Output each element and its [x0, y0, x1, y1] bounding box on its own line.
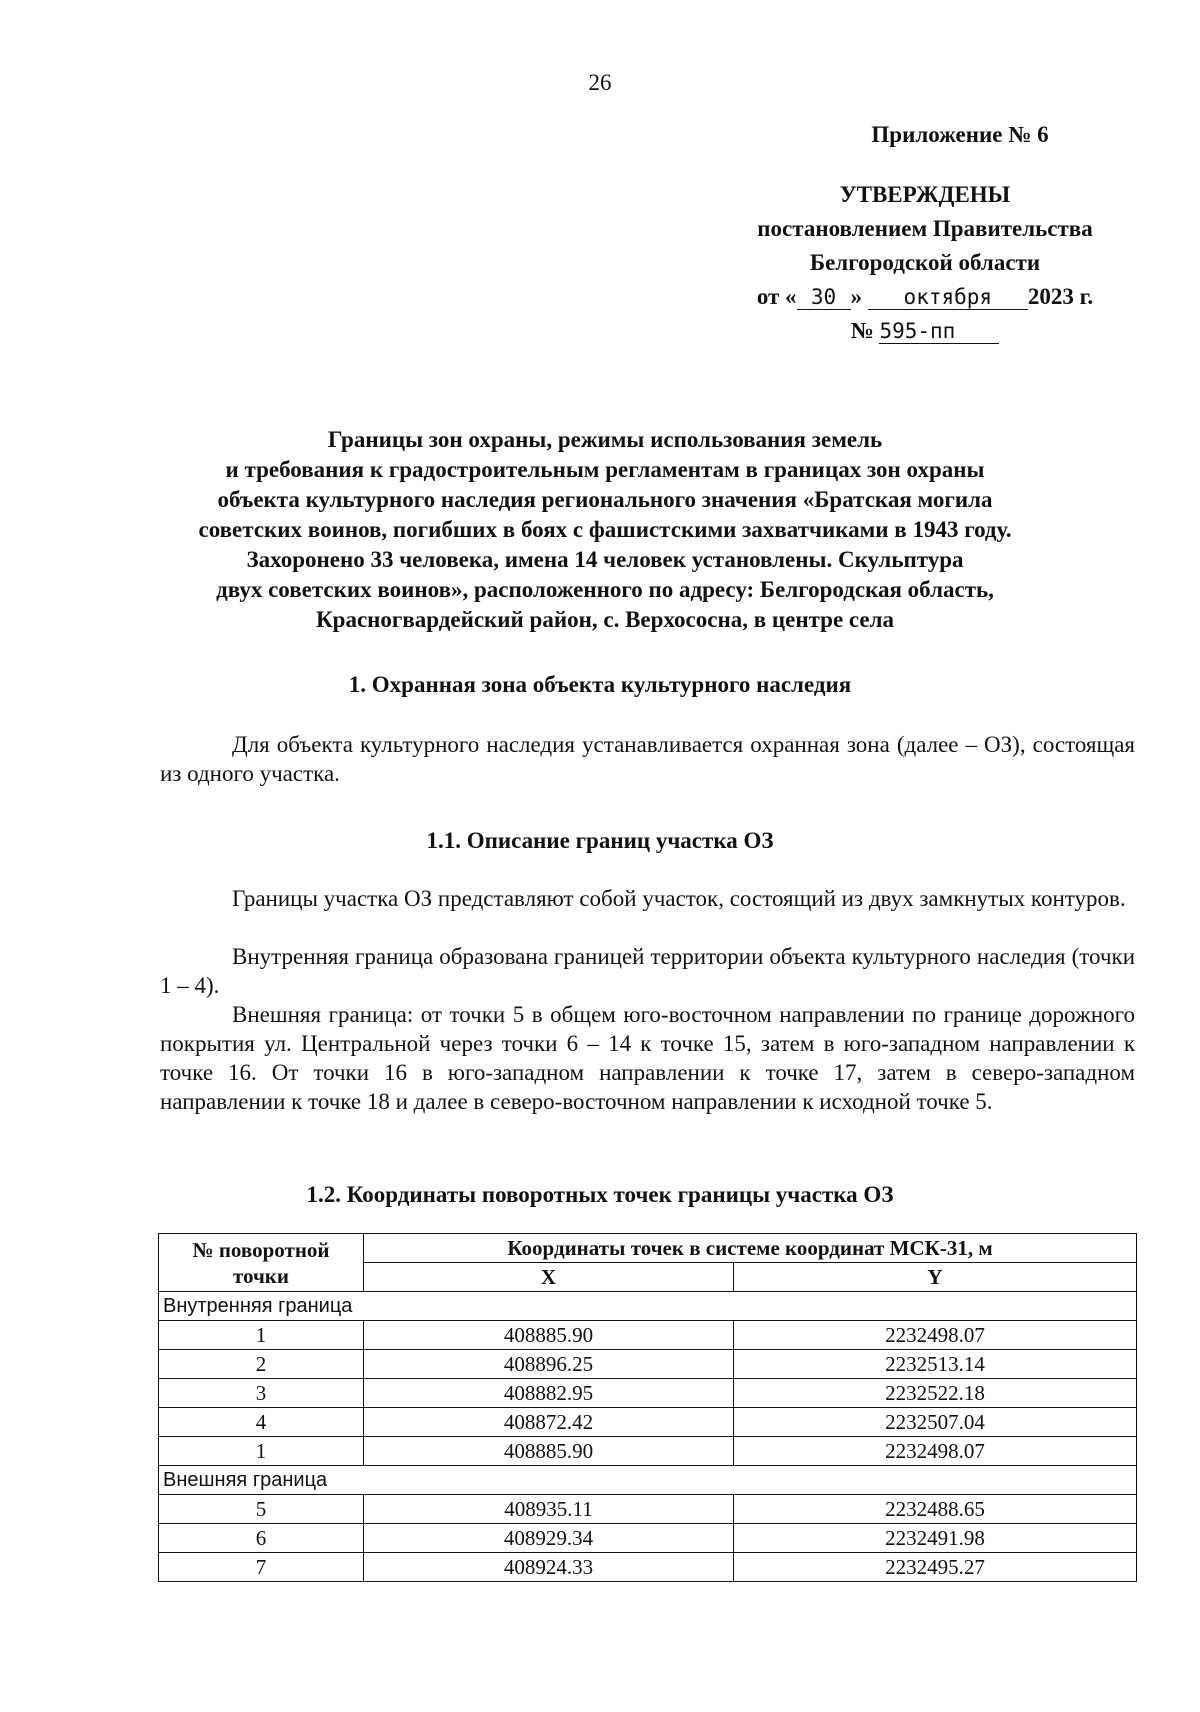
section-1-heading: 1. Охранная зона объекта культурного наследия	[348, 672, 852, 697]
cell-point: 3	[159, 1379, 364, 1408]
header-point: № поворотной точки	[159, 1234, 364, 1292]
coordinates-table	[158, 1233, 1137, 1582]
cell-x: 408896.25	[364, 1350, 734, 1379]
title-line: Границы зон охраны, режимы использования земель	[327, 427, 883, 452]
table-row	[159, 1379, 1137, 1408]
title-line: объекта культурного наследия регионального значения «Братская могила	[217, 487, 993, 512]
cell-point: 1	[159, 1321, 364, 1350]
cell-x: 408924.33	[364, 1553, 734, 1582]
cell-x: 408885.90	[364, 1321, 734, 1350]
cell-x: 408929.34	[364, 1524, 734, 1553]
title-line: Захоронено 33 человека, имена 14 человек установлены. Скульптура	[246, 547, 964, 572]
section-1-2-heading: 1.2. Координаты поворотных точек границы участка ОЗ	[306, 1182, 894, 1207]
cell-y: 2232498.07	[734, 1437, 1137, 1466]
appendix-label: Приложение № 6	[871, 122, 1049, 147]
document-number: 595-пп	[879, 319, 999, 344]
cell-x: 408872.42	[364, 1408, 734, 1437]
approved-by-line: постановлением Правительства	[757, 216, 1093, 241]
cell-point: 4	[159, 1408, 364, 1437]
table-row	[159, 1321, 1137, 1350]
cell-y: 2232498.07	[734, 1321, 1137, 1350]
date-day: 30	[797, 285, 851, 310]
cell-y: 2232513.14	[734, 1350, 1137, 1379]
cell-y: 2232491.98	[734, 1524, 1137, 1553]
section-1-1-heading: 1.1. Описание границ участка ОЗ	[426, 828, 774, 853]
section-1-1-paragraph-3: Внешняя граница: от точки 5 в общем юго-восточном направлении по границе дорожного покрытия ул. Центральной через точки 6 – 14 к точке 15, затем в юго-западном направлении к точке 16. От точки 16 в юго-западном направлении к точке 17, затем в северо-западном направлении к точке 18 и далее в северо-восточном направлении к исходной точке 5.	[160, 1002, 1135, 1114]
section-1-1-paragraph-1: Границы участка ОЗ представляют собой участок, состоящий из двух замкнутых контуров.	[232, 886, 1126, 911]
date-prefix: от «	[756, 284, 797, 309]
cell-x: 408885.90	[364, 1437, 734, 1466]
date-year: 2023 г.	[1027, 284, 1094, 309]
table-row	[159, 1408, 1137, 1437]
title-line: двух советских воинов», расположенного по адресу: Белгородская область,	[216, 577, 994, 602]
cell-y: 2232507.04	[734, 1408, 1137, 1437]
cell-x: 408882.95	[364, 1379, 734, 1408]
header-x: X	[364, 1263, 734, 1292]
title-line: Красногвардейский район, с. Верхососна, в центре села	[315, 607, 895, 632]
approved-label: УТВЕРЖДЕНЫ	[839, 182, 1011, 207]
table-row	[159, 1495, 1137, 1524]
cell-x: 408935.11	[364, 1495, 734, 1524]
document-title	[140, 425, 1070, 635]
table-row	[159, 1553, 1137, 1582]
header-y: Y	[734, 1263, 1137, 1292]
approved-by-region: Белгородской области	[809, 250, 1041, 275]
inner-boundary-label: Внутренняя граница	[159, 1292, 1137, 1321]
header-coordinates: Координаты точек в системе координат МСК-31, м	[364, 1234, 1137, 1263]
approval-date	[690, 280, 1160, 314]
table-row	[159, 1350, 1137, 1379]
outer-boundary-label: Внешняя граница	[159, 1466, 1137, 1495]
number-prefix: №	[850, 318, 874, 343]
title-line: советских воинов, погибших в боях с фашистскими захватчиками в 1943 году.	[198, 517, 1012, 542]
date-month: октября	[868, 285, 1028, 310]
approval-number	[690, 314, 1160, 348]
group-row	[159, 1292, 1137, 1321]
group-row	[159, 1466, 1137, 1495]
table-header-row	[159, 1234, 1137, 1263]
cell-y: 2232495.27	[734, 1553, 1137, 1582]
cell-point: 1	[159, 1437, 364, 1466]
page-number: 26	[588, 70, 612, 95]
cell-point: 6	[159, 1524, 364, 1553]
cell-point: 7	[159, 1553, 364, 1582]
date-mid: »	[850, 284, 863, 309]
cell-point: 5	[159, 1495, 364, 1524]
cell-point: 2	[159, 1350, 364, 1379]
table-row	[159, 1437, 1137, 1466]
cell-y: 2232522.18	[734, 1379, 1137, 1408]
title-line: и требования к градостроительным регламентам в границах зон охраны	[225, 457, 985, 482]
section-1-paragraph: Для объекта культурного наследия устанавливается охранная зона (далее – ОЗ), состоящая из одного участка.	[160, 732, 1135, 786]
cell-y: 2232488.65	[734, 1495, 1137, 1524]
table-row	[159, 1524, 1137, 1553]
section-1-1-paragraph-2: Внутренняя граница образована границей территории объекта культурного наследия (точки 1 – 4).	[160, 944, 1135, 998]
approval-block	[690, 118, 1160, 348]
